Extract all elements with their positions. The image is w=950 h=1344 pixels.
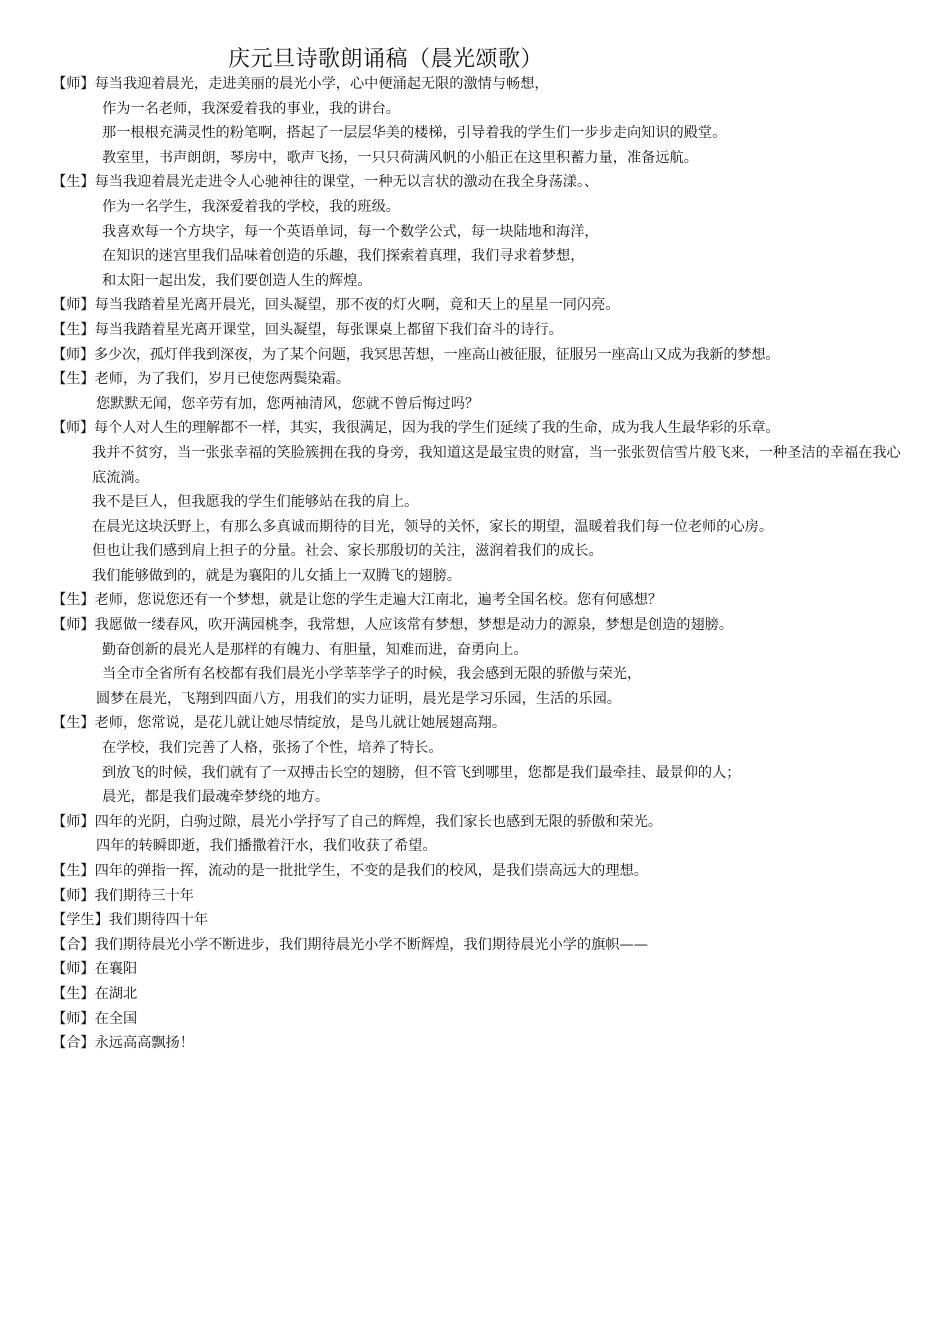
line-text: 每当我迎着晨光，走进美丽的晨光小学，心中便涌起无限的激情与畅想， (94, 76, 549, 92)
dialogue-line (52, 957, 932, 982)
speaker-tag: 【合】 (52, 1035, 95, 1052)
line-text: 在全国 (94, 1010, 138, 1027)
line-text: 我们期待三十年 (94, 887, 194, 904)
line-text: 老师，您说您还有一个梦想，就是让您的学生走遍大江南北，遍考全国名校。您有何感想？ (94, 592, 663, 609)
dialogue-line (52, 908, 932, 933)
dialogue-line (52, 687, 932, 712)
line-text: 晨光，都是我们最魂牵梦绕的地方。 (102, 789, 330, 806)
line-text: 和太阳一起出发，我们要创造人生的辉煌。 (102, 272, 372, 289)
line-text: 到放飞的时候，我们就有了一双搏击长空的翅膀，但不管飞到哪里，您都是我们最牵挂、最景仰的人； (102, 764, 741, 781)
line-text: 在学校，我们完善了人格，张扬了个性，培养了特长。 (102, 740, 443, 757)
dialogue-line (52, 662, 932, 687)
dialogue-line (52, 170, 932, 195)
dialogue-line (52, 638, 932, 663)
line-text: 四年的弹指一挥，流动的是一批批学生，不变的是我们的校风，是我们崇高远大的理想。 (94, 863, 648, 879)
dialogue-line (52, 343, 932, 368)
dialogue-line (52, 1007, 932, 1032)
dialogue-line (52, 220, 932, 245)
speaker-tag: 【生】 (52, 715, 95, 732)
dialogue-line (52, 761, 932, 786)
dialogue-line (52, 834, 932, 859)
dialogue-line (52, 392, 932, 417)
line-text: 在湖北 (94, 985, 138, 1002)
speaker-tag: 【生】 (52, 174, 95, 191)
line-text: 我们期待四十年 (108, 912, 209, 929)
line-text: 永远高高飘扬！ (94, 1035, 194, 1052)
dialogue-line (52, 884, 932, 909)
line-text: 我不是巨人，但我愿我的学生们能够站在我的肩上。 (92, 494, 419, 511)
speaker-tag: 【生】 (52, 985, 95, 1002)
speaker-tag: 【师】 (52, 1010, 95, 1027)
speaker-tag: 【生】 (52, 371, 95, 388)
dialogue-line (52, 244, 932, 269)
dialogue-line (52, 564, 932, 589)
line-text: 作为一名学生，我深爱着我的学校，我的班级。 (102, 198, 400, 215)
speaker-tag: 【生】 (52, 863, 95, 879)
speaker-tag: 【师】 (52, 961, 95, 978)
dialogue-line (52, 121, 932, 146)
line-text: 圆梦在晨光，飞翔到四面八方，用我们的实力证明，晨光是学习乐园，生活的乐园。 (96, 690, 621, 707)
dialogue-line (52, 736, 932, 761)
line-text: 作为一名老师，我深爱着我的事业，我的讲台。 (102, 100, 400, 117)
dialogue-line (52, 785, 932, 810)
line-text: 老师，为了我们，岁月已使您两鬓染霜。 (94, 371, 350, 388)
line-text: 当全市全省所有名校都有我们晨光小学莘莘学子的时候，我会感到无限的骄傲与荣光， (102, 666, 642, 683)
speaker-tag: 【师】 (52, 887, 95, 904)
speaker-tag: 【合】 (52, 936, 95, 953)
dialogue-line (52, 515, 932, 540)
dialogue-line (52, 490, 932, 515)
line-text: 教室里，书声朗朗，琴房中，歌声飞扬，一只只荷满风帆的小船正在这里积蓄力量，准备远航。 (102, 149, 698, 166)
dialogue-line (52, 539, 932, 564)
line-text: 每当我踏着星光离开课堂，回头凝望，每张课桌上都留下我们奋斗的诗行。 (94, 321, 563, 338)
line-text: 四年的转瞬即逝，我们播撒着汗水，我们收获了希望。 (96, 838, 437, 855)
line-text: 在知识的迷宫里我们品味着创造的乐趣，我们探索着真理，我们寻求着梦想， (102, 248, 585, 265)
dialogue-line (52, 269, 932, 294)
speaker-tag: 【学生】 (52, 912, 109, 929)
document-body (52, 72, 932, 1056)
dialogue-line (52, 146, 932, 171)
dialogue-line (52, 367, 932, 392)
line-text: 您默默无闻，您辛劳有加，您两袖清风，您就不曾后悔过吗？ (96, 395, 480, 412)
line-text: 我们能够做到的，就是为襄阳的儿女插上一双腾飞的翅膀。 (92, 567, 461, 584)
document-title: 庆元旦诗歌朗诵稿（晨光颂歌） (228, 47, 544, 72)
speaker-tag: 【师】 (52, 76, 95, 92)
line-text: 我们期待晨光小学不断进步，我们期待晨光小学不断辉煌，我们期待晨光小学的旗帜—— (94, 936, 648, 953)
dialogue-line (52, 97, 932, 122)
dialogue-line (52, 416, 932, 441)
dialogue-line (52, 588, 932, 613)
dialogue-line (52, 195, 932, 220)
speaker-tag: 【师】 (52, 346, 94, 363)
dialogue-line (52, 810, 932, 835)
dialogue-line (52, 982, 932, 1007)
dialogue-line (52, 318, 932, 343)
line-text: 那一根根充满灵性的粉笔啊，搭起了一层层华美的楼梯，引导着我的学生们一步步走向知识的殿堂。 (102, 125, 727, 142)
line-text: 每个人对人生的理解都不一样，其实，我很满足，因为我的学生们延续了我的生命，成为我人生最华彩的乐章。 (93, 420, 780, 437)
dialogue-line (52, 72, 932, 97)
speaker-tag: 【师】 (52, 617, 95, 634)
speaker-tag: 【生】 (52, 592, 95, 609)
dialogue-line (52, 441, 902, 490)
line-text: 每当我迎着晨光走进令人心驰神往的课堂，一种无以言状的激动在我全身荡漾。、 (94, 174, 599, 191)
line-text: 多少次，孤灯伴我到深夜，为了某个问题，我冥思苦想，一座高山被征服，征服另一座高山又成为我新的梦想。 (93, 346, 780, 363)
dialogue-line (52, 933, 932, 958)
line-text: 我并不贫穷，当一张张幸福的笑脸簇拥在我的身旁，我知道这是最宝贵的财富，当一张张贺信雪片般飞来，一种圣洁的幸福在我心底流淌。 (92, 444, 901, 486)
line-text: 勤奋创新的晨光人是那样的有魄力、有胆量，知难而进，奋勇向上。 (102, 641, 528, 658)
line-text: 我喜欢每一个方块字，每一个英语单词，每一个数学公式，每一块陆地和海洋， (102, 223, 599, 240)
line-text: 老师，您常说，是花儿就让她尽情绽放，是鸟儿就让她展翅高翔。 (94, 715, 507, 732)
line-text: 在晨光这块沃野上，有那么多真诚而期待的目光，领导的关怀，家长的期望，温暖着我们每一位老师的心房。 (92, 518, 774, 535)
line-text: 在襄阳 (94, 961, 138, 978)
dialogue-line (52, 859, 932, 884)
line-text: 每当我踏着星光离开晨光，回头凝望，那不夜的灯火啊，竟和天上的星星一同闪亮。 (94, 297, 620, 314)
dialogue-line (52, 293, 932, 318)
dialogue-line (52, 613, 932, 638)
dialogue-line (52, 1031, 932, 1056)
speaker-tag: 【师】 (52, 420, 94, 437)
dialogue-line (52, 711, 932, 736)
speaker-tag: 【生】 (52, 321, 95, 338)
speaker-tag: 【师】 (52, 297, 95, 314)
line-text: 我愿做一缕春风，吹开满园桃李，我常想，人应该常有梦想，梦想是动力的源泉，梦想是创造的翅膀。 (94, 617, 734, 634)
speaker-tag: 【师】 (52, 813, 95, 830)
line-text: 但也让我们感到肩上担子的分量。社会、家长那殷切的关注，滋润着我们的成长。 (92, 543, 603, 560)
line-text: 四年的光阴，白驹过隙，晨光小学抒写了自己的辉煌，我们家长也感到无限的骄傲和荣光。 (94, 813, 663, 830)
